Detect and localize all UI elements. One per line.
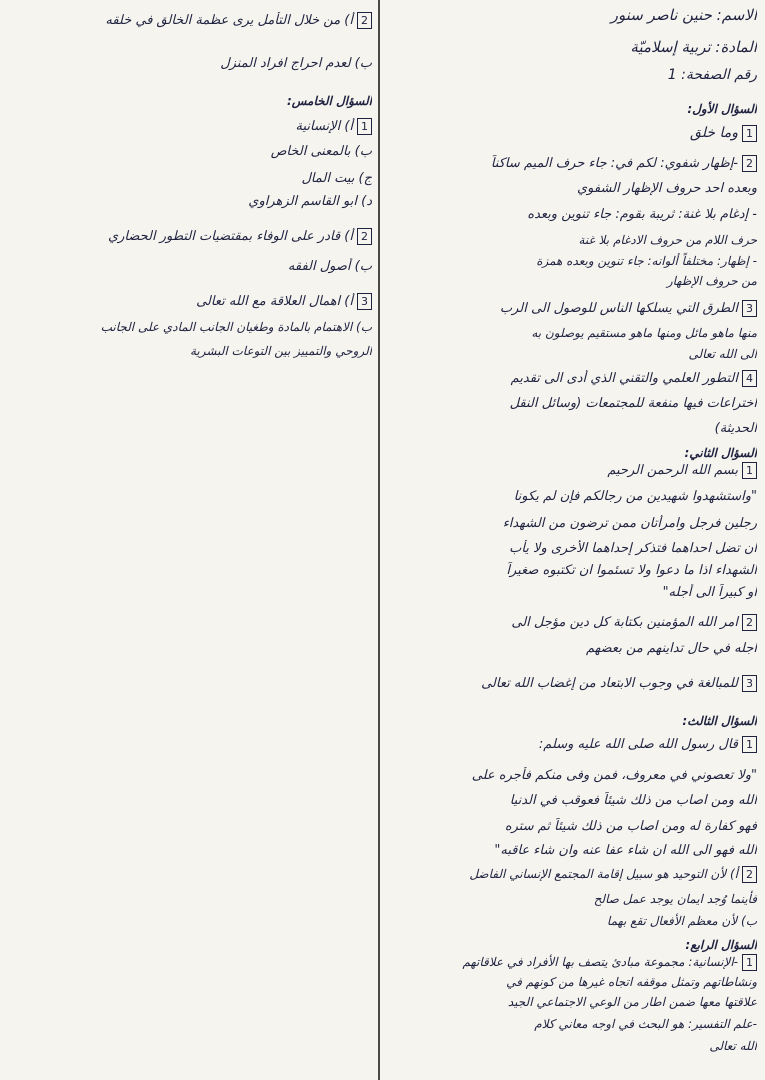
- answer-text: "ولا تعصوني في معروف، فمن وفى منكم فأجره على: [471, 768, 757, 783]
- answer-text: وبعده احد حروف الإظهار الشفوي: [576, 181, 757, 196]
- right_column-answer-line: [385, 865, 757, 883]
- item-number-box: 3: [357, 293, 372, 310]
- subject-line: المادة: تربية إسلاميّة: [630, 38, 757, 56]
- right_column-answer-line: [385, 420, 757, 438]
- right_column-answer-line: [385, 675, 757, 693]
- answer-text: -إظهار شفوي: لكم في: جاء حرف الميم ساكناً: [490, 156, 738, 171]
- answer-text: ب) لأن معظم الأفعال تقع بهما: [606, 914, 757, 928]
- answer-text: للمبالغة في وجوب الابتعاد من إغضاب الله تعالى: [481, 676, 738, 691]
- answer-text: قال رسول الله صلى الله عليه وسلم:: [538, 737, 738, 752]
- right_column-answer-line: [385, 206, 757, 224]
- right_column-answer-line: [385, 462, 757, 480]
- item-number-box: 2: [357, 228, 372, 245]
- right_column-answer-line: [385, 584, 757, 602]
- right_column-answer-line: [385, 818, 757, 836]
- left_column-answer-line: [8, 143, 372, 161]
- right_column-answer-line: [385, 100, 757, 118]
- item-number-box: 2: [742, 155, 757, 172]
- answer-text: "واستشهدوا شهيدين من رجالكم فإن لم يكونا: [513, 489, 757, 504]
- right_column-answer-line: [385, 124, 757, 142]
- right_column-answer-line: [385, 155, 757, 173]
- column-divider-line: [378, 0, 380, 1080]
- right_column-answer-line: [385, 792, 757, 810]
- answer-text: رجلين فرجل وامرأتان ممن ترضون من الشهداء: [502, 516, 757, 531]
- right_column-answer-line: [385, 300, 757, 318]
- answer-text: علاقتها معها ضمن اطار من الوعي الاجتماعي الجيد: [507, 995, 757, 1009]
- right_column-answer-line: [385, 444, 757, 462]
- right_column-answer-line: [385, 324, 757, 342]
- left_column-answer-line: [8, 258, 372, 276]
- answer-text: أ) قادر على الوفاء بمقتضيات التطور الحضاري: [107, 229, 353, 244]
- right_column-answer-line: [385, 540, 757, 558]
- item-number-box: 3: [742, 300, 757, 317]
- answer-text: الطرق التي يسلكها الناس للوصول الى الرب: [499, 301, 738, 316]
- item-number-box: 1: [742, 125, 757, 142]
- answer-text: - إظهار: مختلفاً ألوانه: جاء تنوين وبعده همزة: [536, 254, 757, 268]
- item-number-box: 2: [742, 866, 757, 883]
- answer-text: وما خلق: [690, 125, 738, 141]
- answer-text: اجله في حال تداينهم من بعضهم: [586, 641, 757, 656]
- answer-text: السؤال الخامس:: [286, 94, 372, 108]
- answer-text: الشهداء اذا ما دعوا ولا تسئموا ان تكتبوه صغيراً: [506, 563, 757, 578]
- right_column-answer-line: [385, 370, 757, 388]
- answer-text: ب) أصول الفقه: [287, 259, 372, 274]
- answer-text: ب) بالمعنى الخاص: [270, 144, 372, 159]
- student-name: الاسم: حنين ناصر سنور: [610, 6, 757, 24]
- right_column-answer-line: [385, 345, 757, 363]
- left_column-answer-line: [8, 318, 372, 336]
- answer-text: -علم التفسير: هو البحث في اوجه معاني كلام: [534, 1017, 757, 1031]
- item-number-box: 2: [357, 12, 372, 29]
- answer-text: ونشاطاتهم وتمثل موقفه اتجاه غيرها من كونهم في: [506, 975, 757, 989]
- answer-text: السؤال الرابع:: [685, 938, 757, 952]
- answer-text: أ) من خلال التأمل يرى عظمة الخالق في خلقه: [105, 13, 353, 28]
- right_column-answer-line: [385, 1037, 757, 1055]
- left_column-answer-line: [8, 55, 372, 73]
- answer-text: السؤال الثالث:: [682, 714, 757, 728]
- answer-text: فهو كفارة له ومن اصاب من ذلك شيئاً ثم ستره: [504, 819, 757, 834]
- page-number-line: رقم الصفحة: 1: [667, 67, 757, 83]
- answer-text: ج) بيت المال: [301, 171, 372, 186]
- item-number-box: 1: [742, 462, 757, 479]
- answer-text: حرف اللام من حروف الادغام بلا غنة: [578, 233, 757, 247]
- right_column-answer-line: [385, 180, 757, 198]
- answer-text: من حروف الإظهار: [666, 274, 757, 288]
- right_column-answer-line: [385, 912, 757, 930]
- answer-text: ب) الاهتمام بالمادة وطغيان الجانب المادي على الجانب: [100, 320, 372, 334]
- left_column-answer-line: [8, 193, 372, 211]
- right_column-answer-line: [385, 953, 757, 971]
- left_column-answer-line: [8, 342, 372, 360]
- item-number-box: 1: [742, 736, 757, 753]
- right_column-answer-line: [385, 395, 757, 413]
- right_column-answer-line: [385, 231, 757, 249]
- answer-text: او كبيراً الى أجله": [662, 585, 757, 600]
- right_column-answer-line: [385, 767, 757, 785]
- item-number-box: 2: [742, 614, 757, 631]
- item-number-box: 1: [742, 954, 757, 971]
- right_column-answer-line: [385, 736, 757, 754]
- answer-text: ان تضل احداهما فتذكر إحداهما الأخرى ولا يأب: [509, 541, 757, 556]
- answer-text: أ) الإنسانية: [295, 119, 353, 134]
- left_column-answer-line: [8, 170, 372, 188]
- answer-text: اختراعات فيها منفعة للمجتمعات (وسائل النقل: [509, 396, 757, 411]
- answer-text: الله ومن اصاب من ذلك شيئاً فعوقب في الدنيا: [509, 793, 757, 808]
- left_column-answer-line: [8, 293, 372, 311]
- right_column-answer-line: [385, 993, 757, 1011]
- answer-text: أ) اهمال العلاقة مع الله تعالى: [196, 294, 353, 309]
- left_column-answer-line: [8, 228, 372, 246]
- answer-text: التطور العلمي والتقني الذي أدى الى تقديم: [510, 371, 738, 386]
- right_column-answer-line: [385, 488, 757, 506]
- right_column-answer-line: [385, 973, 757, 991]
- right_column-answer-line: [385, 272, 757, 290]
- right_column-answer-line: [385, 614, 757, 632]
- answer-text: منها ماهو مائل ومنها ماهو مستقيم يوصلون به: [531, 326, 757, 340]
- answer-text: د) ابو القاسم الزهراوي: [248, 194, 372, 209]
- item-number-box: 1: [357, 118, 372, 135]
- right_column-answer-line: [385, 562, 757, 580]
- answer-text: فأينما وُجد ايمان يوجد عمل صالح: [593, 892, 757, 906]
- left_column-answer-line: [8, 118, 372, 136]
- answer-text: امر الله المؤمنين بكتابة كل دين مؤجل الى: [511, 615, 738, 630]
- right_column-answer-line: [385, 842, 757, 860]
- answer-text: ب) لعدم احراج افراد المنزل: [220, 56, 372, 71]
- left_column-answer-line: [8, 92, 372, 110]
- answer-text: الحديثة): [714, 421, 757, 436]
- answer-text: بسم الله الرحمن الرحيم: [607, 463, 738, 478]
- answer-text: الى الله تعالى: [688, 347, 757, 361]
- left_column-answer-line: [8, 12, 372, 30]
- right_column-answer-line: [385, 1015, 757, 1033]
- answer-text: السؤال الأول:: [687, 102, 757, 116]
- answer-text: - إدغام بلا غنة: ثريبة بقوم: جاء تنوين وبعده: [527, 207, 757, 222]
- answer-text: أ) لأن التوحيد هو سبيل إقامة المجتمع الإنساني الفاضل: [469, 867, 738, 881]
- right_column-answer-line: [385, 640, 757, 658]
- answer-text: الله تعالى: [709, 1039, 757, 1053]
- answer-text: الروحي والتمييز بين التوعات البشرية: [189, 344, 372, 358]
- answer-text: الله فهو الى الله ان شاء عفا عنه وان شاء عاقبه": [494, 843, 757, 858]
- item-number-box: 3: [742, 675, 757, 692]
- right_column-answer-line: [385, 890, 757, 908]
- right_column-answer-line: [385, 252, 757, 270]
- answer-text: -الإنسانية: مجموعة مبادئ يتصف بها الأفراد في علاقاتهم: [462, 955, 738, 969]
- item-number-box: 4: [742, 370, 757, 387]
- right_column-answer-line: [385, 515, 757, 533]
- right_column-answer-line: [385, 712, 757, 730]
- answer-text: السؤال الثاني:: [684, 446, 757, 460]
- right_column-answer-line: [385, 936, 757, 954]
